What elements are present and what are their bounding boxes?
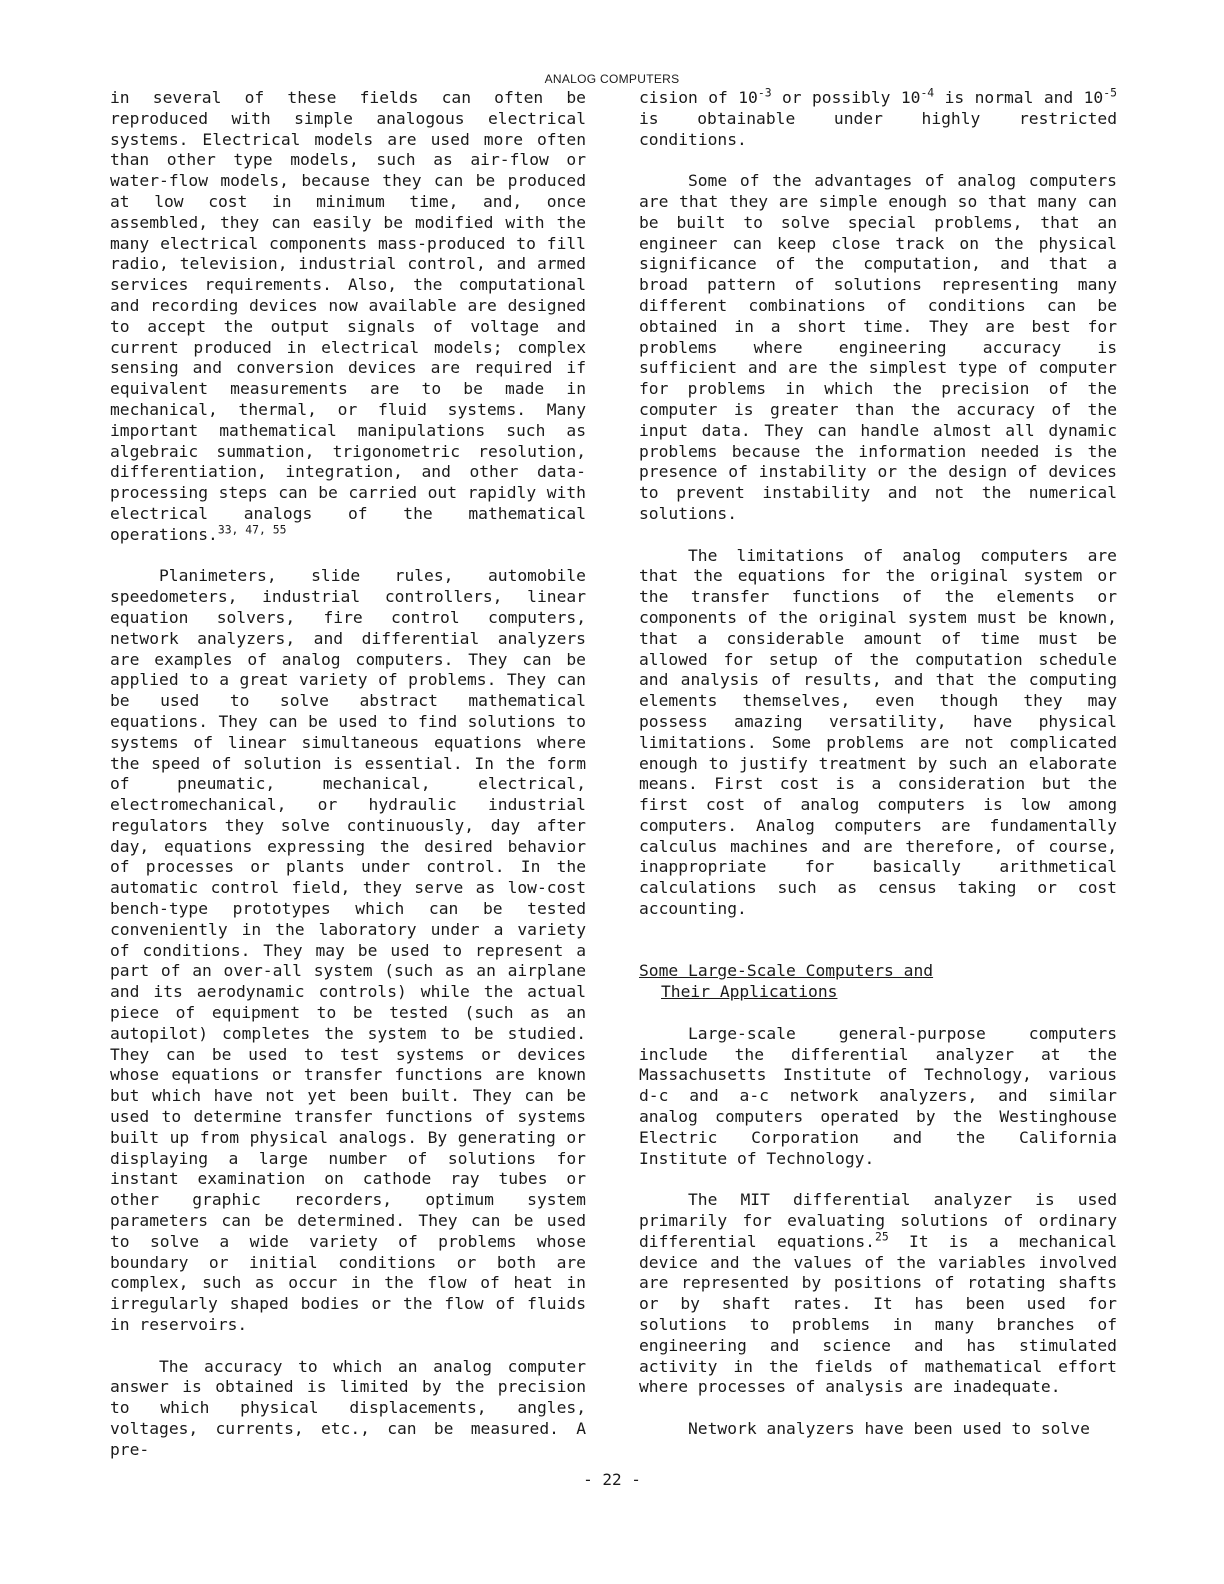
paragraph: Planimeters, slide rules, automobile speedometers, industrial controllers, linear equation solvers, fire control computers, network analyzers, and differential analyzers are examples of analog computers. They can be applied to a great variety of problems. They can be used to solve abstract mathematical equations. They can be used to find solutions to systems of linear simultaneous equations where the speed of solution is essential. In the form of pneumatic, mechanical, electrical, electromechanical, or hydraulic industrial regulators they solve continuously, day after day, equations expressing the desired behavior of processes or plants under control. In the automatic control field, they serve as low-cost bench-type prototypes which can be tested conveniently in the laboratory under a variety of conditions. They may be used to represent a part of an over-all system (such as an airplane and its aerodynamic controls) while the actual piece of equipment to be tested (such as an autopilot) completes the system to be studied. They can be used to test systems or devices whose equations or transfer functions are known but which have not yet been built. They can be used to determine transfer functions of systems built up from physical analogs. By generating or displaying a large number of solutions for instant examination on cathode ray tubes or other graphic recorders, optimum system parameters can be determined. They can be used to solve a wide variety of problems whose boundary or initial conditions or both are complex, such as occur in the flow of heat in irregularly shaped bodies or the flow of fluids in reservoirs. [110, 566, 586, 1335]
reference-superscript: 25 [874, 1229, 889, 1244]
paragraph: The accuracy to which an analog computer answer is obtained is limited by the precision to which physical displacements, angles, voltages, currents, etc., can be measured. A pre- [110, 1356, 586, 1459]
page-number: - 22 - [583, 1470, 641, 1489]
paragraph [639, 1190, 1117, 1398]
paragraph-text: cision of 10 [639, 88, 758, 107]
left-column [110, 88, 586, 1461]
right-column [639, 85, 1117, 1440]
exponent: -5 [1103, 85, 1117, 100]
reference-superscript: 33, 47, 55 [217, 522, 287, 537]
section-heading-line: Some Large-Scale Computers and [639, 961, 934, 981]
section-heading-line: Their Applications [661, 982, 838, 1002]
exponent: -4 [920, 85, 935, 100]
paragraph-text: in several of these fields can often be reproduced with simple analogous electrical systems. Electrical models are used more often than other type models, such as air-flow or water-flow models, because they can be produced at low cost in minimum time, and, once assembled, they can easily be modified with the many electrical components mass-produced to fill radio, television, industrial control, and armed services requirements. Also, the computational and recording devices now available are designed to accept the output signals of voltage and current produced in electrical models; complex sensing and conversion devices are required if equivalent measurements are to be made in mechanical, thermal, or fluid systems. Many important mathematical manipulations such as algebraic summation, trigonometric resolution, differentiation, integration, and other data-processing steps can be carried out rapidly with electrical analogs of the mathematical operations. [110, 88, 586, 544]
exponent: -3 [757, 85, 772, 100]
paragraph-text: It is a mechanical device and the values of the variables involved are represented by positions of rotating shafts or by shaft rates. It has been used for solutions to problems in many branches of engineering and science and has stimulated activity in the fields of mathematical effort where processes of analysis are inadequate. [639, 1231, 1117, 1397]
paragraph-text: is normal and 10 [934, 88, 1104, 107]
paragraph-text: The MIT differential analyzer is used primarily for evaluating solutions of ordinary differential equations. [639, 1190, 1117, 1251]
paragraph [639, 85, 1117, 150]
running-head: ANALOG COMPUTERS [544, 72, 680, 86]
paragraph-text: is obtainable under highly restricted conditions. [639, 108, 1117, 149]
paragraph: Large-scale general-purpose computers include the differential analyzer at the Massachusetts Institute of Technology, various d-c and a-c network analyzers, and similar analog computers operated by the Westinghouse Electric Corporation and the California Institute of Technology. [639, 1023, 1117, 1168]
paragraph: Network analyzers have been used to solve [688, 1419, 1090, 1438]
paragraph: Some of the advantages of analog computers are that they are simple enough so that many can be built to solve special problems, that an engineer can keep close track on the physical significance of the computation, and that a broad pattern of solutions representing many different combinations of conditions can be obtained in a short time. They are best for problems where engineering accuracy is sufficient and are the simplest type of computer for problems in which the precision of the computer is greater than the accuracy of the input data. They can handle almost all dynamic problems because the information needed is the presence of instability or the design of devices to prevent instability and not the numerical solutions. [639, 171, 1117, 523]
section-heading [639, 961, 1117, 1003]
paragraph-text: or possibly 10 [771, 88, 921, 107]
paragraph: The limitations of analog computers are that the equations for the original system or the transfer functions of the elements or components of the original system must be known, that a considerable amount of time must be allowed for setup of the computation schedule and analysis of results, and that the computing elements themselves, even though they may possess amazing versatility, have physical limitations. Some problems are not complicated enough to justify treatment by such an elaborate means. First cost is a consideration but the first cost of analog computers is low among computers. Analog computers are fundamentally calculus machines and are therefore, of course, inappropriate for basically arithmetical calculations such as census taking or cost accounting. [639, 545, 1117, 919]
paragraph [110, 88, 586, 546]
